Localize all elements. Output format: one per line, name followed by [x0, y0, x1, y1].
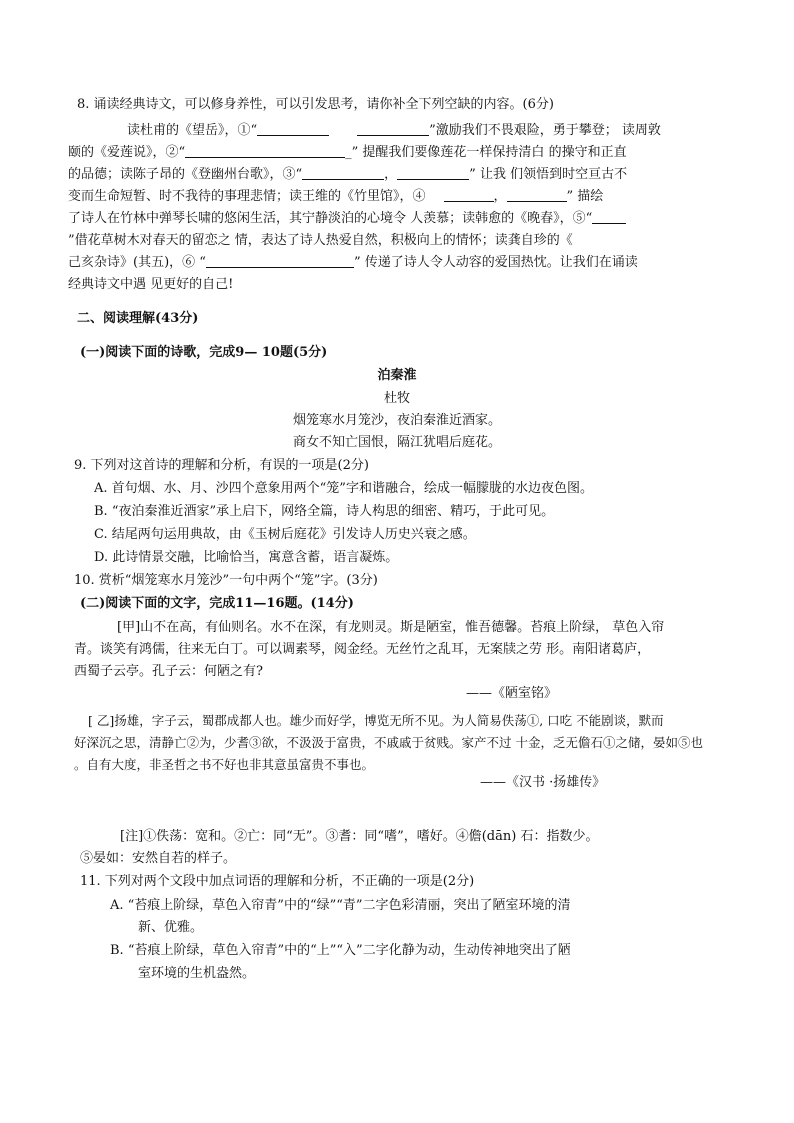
text: 读杜甫的《望岳》，①“: [127, 123, 258, 138]
blank-1b: [357, 121, 429, 136]
passage-jia-source: ——《陋室铭》: [466, 686, 558, 701]
question-8-line: [68, 165, 627, 185]
option-b-cont: 室环境的生机盎然。: [138, 966, 256, 981]
poem-intro: (一)阅读下面的诗歌，完成9— 10题(5分): [80, 345, 328, 360]
text: ，: [493, 189, 507, 204]
blank-5: [592, 209, 626, 224]
poem-line: 烟笼寒水月笼沙，夜泊秦淮近酒家。: [292, 413, 501, 428]
question-9-stem: 9. 下列对这首诗的理解和分析，有误的一项是(2分): [74, 458, 369, 473]
passage-yi-line: 好深沉之思，清静亡②为，少耆③欲，不汲汲于富贵，不戚戚于贫贱。家产不过 十金，乏无儋石①之储，晏如⑤也: [74, 735, 703, 750]
prose-intro: (二)阅读下面的文字，完成11—16题。(14分): [80, 596, 354, 611]
text: 的品德；读陈子昂的《登幽州台歌》，③“: [68, 167, 303, 182]
blank-4b: [507, 187, 567, 202]
text: 变而生命短暂、时不我待的事理悲情；读王维的《竹里馆》，④: [68, 189, 426, 204]
text: ，: [384, 167, 398, 182]
blank-2: [185, 143, 345, 158]
blank-3a: [302, 165, 384, 180]
poem-line: 商女不知亡国恨，隔江犹唱后庭花。: [292, 435, 501, 450]
text: 己亥杂诗》(其五)，⑥ “: [68, 255, 206, 270]
blank-3b: [397, 165, 469, 180]
passage-yi-line: [ 乙]扬雄，字子云，蜀郡成都人也。雄少而好学，博览无所不见。为人简易佚荡①, 口吃 不能剧谈，默而: [88, 713, 664, 728]
option-c: C. 结尾两句运用典故，由《玉树后庭花》引发诗人历史兴衰之感。: [94, 527, 476, 542]
passage-yi-line: 。自有大度，非圣哲之书不好也非其意虽富贵不事也。: [74, 757, 375, 772]
blank-1a: [257, 121, 329, 136]
option-a-cont: 新、优雅。: [138, 920, 204, 935]
option-a: A. “苔痕上阶绿，草色入帘青”中的“绿”“青”二字色彩清丽，突出了陋室环境的清: [110, 898, 571, 913]
section-title: 二、阅读理解(43分): [77, 311, 199, 326]
question-8-line: [127, 121, 661, 141]
text: ” 让我 们领悟到时空亘古不: [469, 167, 628, 182]
question-8-line: [68, 143, 627, 163]
poem-title: 泊秦淮: [377, 368, 417, 383]
text: 颐的《爱莲说》，②“: [68, 145, 186, 160]
question-8-line: ”借花草树木对春天的留恋之 情，表达了诗人热爱自然，积极向上的情怀；读龚自珍的《: [68, 233, 573, 248]
blank-4a: [444, 187, 494, 202]
option-a: A. 首句烟、水、月、沙四个意象用两个“笼”字和谐融合，绘成一幅朦胧的水边夜色图。: [94, 481, 593, 496]
text: _” 提醒我们要像莲花一样保持清白 的操守和正直: [345, 145, 627, 160]
text: ”激励我们不畏艰险，勇于攀登； 读周敦: [429, 123, 661, 138]
question-8-line: [68, 209, 626, 229]
passage-jia-line: [甲]山不在高，有仙则名。水不在深，有龙则灵。斯是陋室，惟吾德馨。苔痕上阶绿， 草色入帘: [117, 620, 665, 635]
passage-jia-line: 西蜀子云亭。孔子云：何陋之有?: [74, 664, 263, 679]
question-8-line: [68, 187, 603, 207]
question-8-stem: 8. 诵读经典诗文，可以修身养性，可以引发思考，请你补全下列空缺的内容。(6分): [77, 97, 554, 112]
poem-author: 杜牧: [383, 391, 410, 406]
annotation: [注]①佚荡：宽和。②亡：同“无”。③耆：同“嗜”，嗜好。④儋(dān) 石：指数少。: [120, 829, 599, 844]
option-b: B. “夜泊秦淮近酒家”承上启下，网络全篇，诗人构思的细密、精巧，于此可见。: [94, 504, 555, 519]
text: 了诗人在竹林中弹琴长啸的悠闲生活，其宁静淡泊的心境令 人羡慕；读韩愈的《晚春》，⑤“: [68, 211, 593, 226]
passage-yi-source: ——《汉书 ·扬雄传》: [480, 775, 606, 790]
blank-6: [206, 253, 354, 268]
question-11-stem: 11. 下列对两个文段中加点词语的理解和分析，不正确的一项是(2分): [80, 874, 475, 889]
option-d: D. 此诗情景交融，比喻恰当，寓意含蓄，语言凝炼。: [94, 550, 399, 565]
text: ” 传递了诗人令人动容的爱国热忱。让我们在诵读: [353, 255, 638, 270]
text: ” 描绘: [566, 189, 604, 204]
question-10-stem: 10. 赏析“烟笼寒水月笼沙”一句中两个“笼”字。(3分): [74, 573, 378, 588]
question-8-line: [68, 253, 638, 273]
passage-jia-line: 青。谈笑有鸿儒，往来无白丁。可以调素琴，阅金经。无丝竹之乱耳，无案牍之劳 形。南阳诸葛庐，: [74, 642, 651, 657]
option-b: B. “苔痕上阶绿，草色入帘青”中的“上”“入”二字化静为动，生动传神地突出了陋: [110, 943, 571, 958]
annotation: ⑤晏如：安然自若的样子。: [80, 851, 237, 866]
question-8-line: 经典诗文中遇 见更好的自己!: [68, 277, 234, 292]
